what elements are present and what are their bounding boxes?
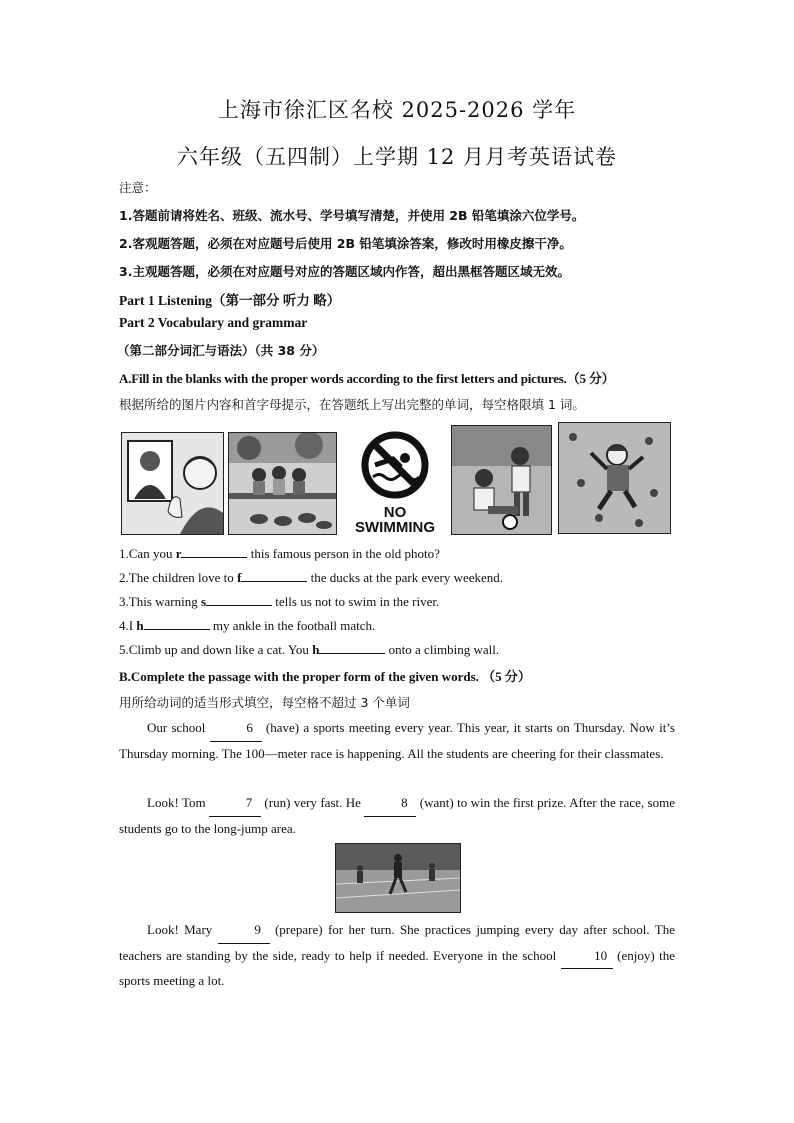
question-4-suffix: my ankle in the football match. bbox=[209, 618, 376, 633]
p1-text-a: Our school bbox=[147, 720, 210, 735]
passage-paragraph-1 bbox=[119, 716, 675, 766]
note-item-1: 1.答题前请将姓名、班级、流水号、学号填写清楚，并使用 2B 铅笔填涂六位学号。 bbox=[119, 208, 585, 223]
answer-blank-10[interactable]: 10 bbox=[561, 944, 613, 970]
picture-climbing-wall bbox=[558, 422, 671, 534]
question-2-letter: f bbox=[237, 570, 242, 585]
p2-text-a: Look! Tom bbox=[147, 795, 210, 810]
question-3-prefix: 3.This warning bbox=[119, 594, 201, 609]
question-5-suffix: onto a climbing wall. bbox=[385, 642, 500, 657]
question-2 bbox=[119, 569, 503, 586]
answer-blank-7[interactable]: 7 bbox=[209, 791, 261, 817]
p3-text-a: Look! Mary bbox=[147, 922, 218, 937]
passage-paragraph-3 bbox=[119, 918, 675, 994]
exam-title-line1: 上海市徐汇区名校 2025-2026 学年 bbox=[217, 98, 577, 122]
question-3 bbox=[119, 593, 439, 610]
part1-heading: Part 1 Listening（第一部分 听力 略） bbox=[119, 293, 341, 308]
picture-no-swimming-sign bbox=[345, 427, 445, 537]
question-4 bbox=[119, 617, 375, 634]
answer-blank-5[interactable] bbox=[319, 641, 385, 654]
question-4-letter: h bbox=[136, 618, 144, 633]
question-1-letter: r bbox=[175, 546, 182, 561]
p2-text-b: (run) very fast. He bbox=[261, 795, 365, 810]
question-5-letter: h bbox=[312, 642, 320, 657]
section-a-heading: A.Fill in the blanks with the proper words according to the first letters and pictures.（5 分） bbox=[119, 371, 615, 386]
p3-text-b: (prepare) for her turn. She practices jumping every day after school. The teachers are standing by the side, ready to help if needed. Everyone in the school bbox=[119, 922, 675, 963]
question-3-suffix: tells us not to swim in the river. bbox=[272, 594, 440, 609]
picture-running-race bbox=[335, 843, 461, 913]
picture-football-injury bbox=[451, 425, 552, 535]
answer-blank-2[interactable] bbox=[241, 569, 307, 582]
question-2-prefix: 2.The children love to bbox=[119, 570, 238, 585]
notes-heading: 注意： bbox=[119, 180, 157, 195]
question-1-prefix: 1.Can you bbox=[119, 546, 176, 561]
p1-text-b: (have) a sports meeting every year. This year, it starts on Thursday. Now it’s Thursday morning. The 100—meter race is happening. All the students are cheering for their classmates. bbox=[119, 720, 675, 761]
question-5-prefix: 5.Climb up and down like a cat. You bbox=[119, 642, 313, 657]
answer-blank-4[interactable] bbox=[144, 617, 210, 630]
picture-feeding-ducks bbox=[228, 432, 337, 535]
question-1 bbox=[119, 545, 440, 562]
note-item-3: 3.主观题答题，必须在对应题号对应的答题区域内作答，超出黑框答题区域无效。 bbox=[119, 264, 570, 279]
question-5 bbox=[119, 641, 499, 658]
picture-old-photo bbox=[121, 432, 224, 535]
answer-blank-3[interactable] bbox=[206, 593, 272, 606]
part2-heading-cn: （第二部分词汇与语法）（共 38 分） bbox=[117, 343, 325, 358]
section-b-heading: B.Complete the passage with the proper form of the given words. （5 分） bbox=[119, 669, 531, 684]
note-item-2: 2.客观题答题，必须在对应题号后使用 2B 铅笔填涂答案，修改时用橡皮擦干净。 bbox=[119, 236, 572, 251]
question-4-prefix: 4.I bbox=[119, 618, 137, 633]
sign-text-no: NO bbox=[383, 504, 407, 521]
question-1-suffix: this famous person in the old photo? bbox=[247, 546, 440, 561]
answer-blank-6[interactable]: 6 bbox=[210, 716, 262, 742]
answer-blank-1[interactable] bbox=[181, 545, 247, 558]
section-a-instruction: 根据所给的图片内容和首字母提示，在答题纸上写出完整的单词，每空格限填 1 词。 bbox=[119, 397, 585, 412]
sign-text-swimming: SWIMMING bbox=[355, 519, 435, 536]
passage-paragraph-2 bbox=[119, 791, 675, 841]
p3-text-c: (enjoy) the sports meeting a lot. bbox=[119, 947, 676, 988]
answer-blank-8[interactable]: 8 bbox=[364, 791, 416, 817]
part2-heading: Part 2 Vocabulary and grammar bbox=[119, 315, 308, 330]
question-3-letter: s bbox=[200, 594, 207, 609]
answer-blank-9[interactable]: 9 bbox=[218, 918, 270, 944]
no-swimming-icon bbox=[345, 427, 445, 509]
question-2-suffix: the ducks at the park every weekend. bbox=[307, 570, 504, 585]
p2-text-c: (want) to win the first prize. After the race, some students go to the long-jump area. bbox=[119, 795, 675, 836]
exam-title-line2: 六年级（五四制）上学期 12 月月考英语试卷 bbox=[176, 145, 618, 169]
section-b-instruction: 用所给动词的适当形式填空，每空格不超过 3 个单词 bbox=[119, 695, 410, 710]
